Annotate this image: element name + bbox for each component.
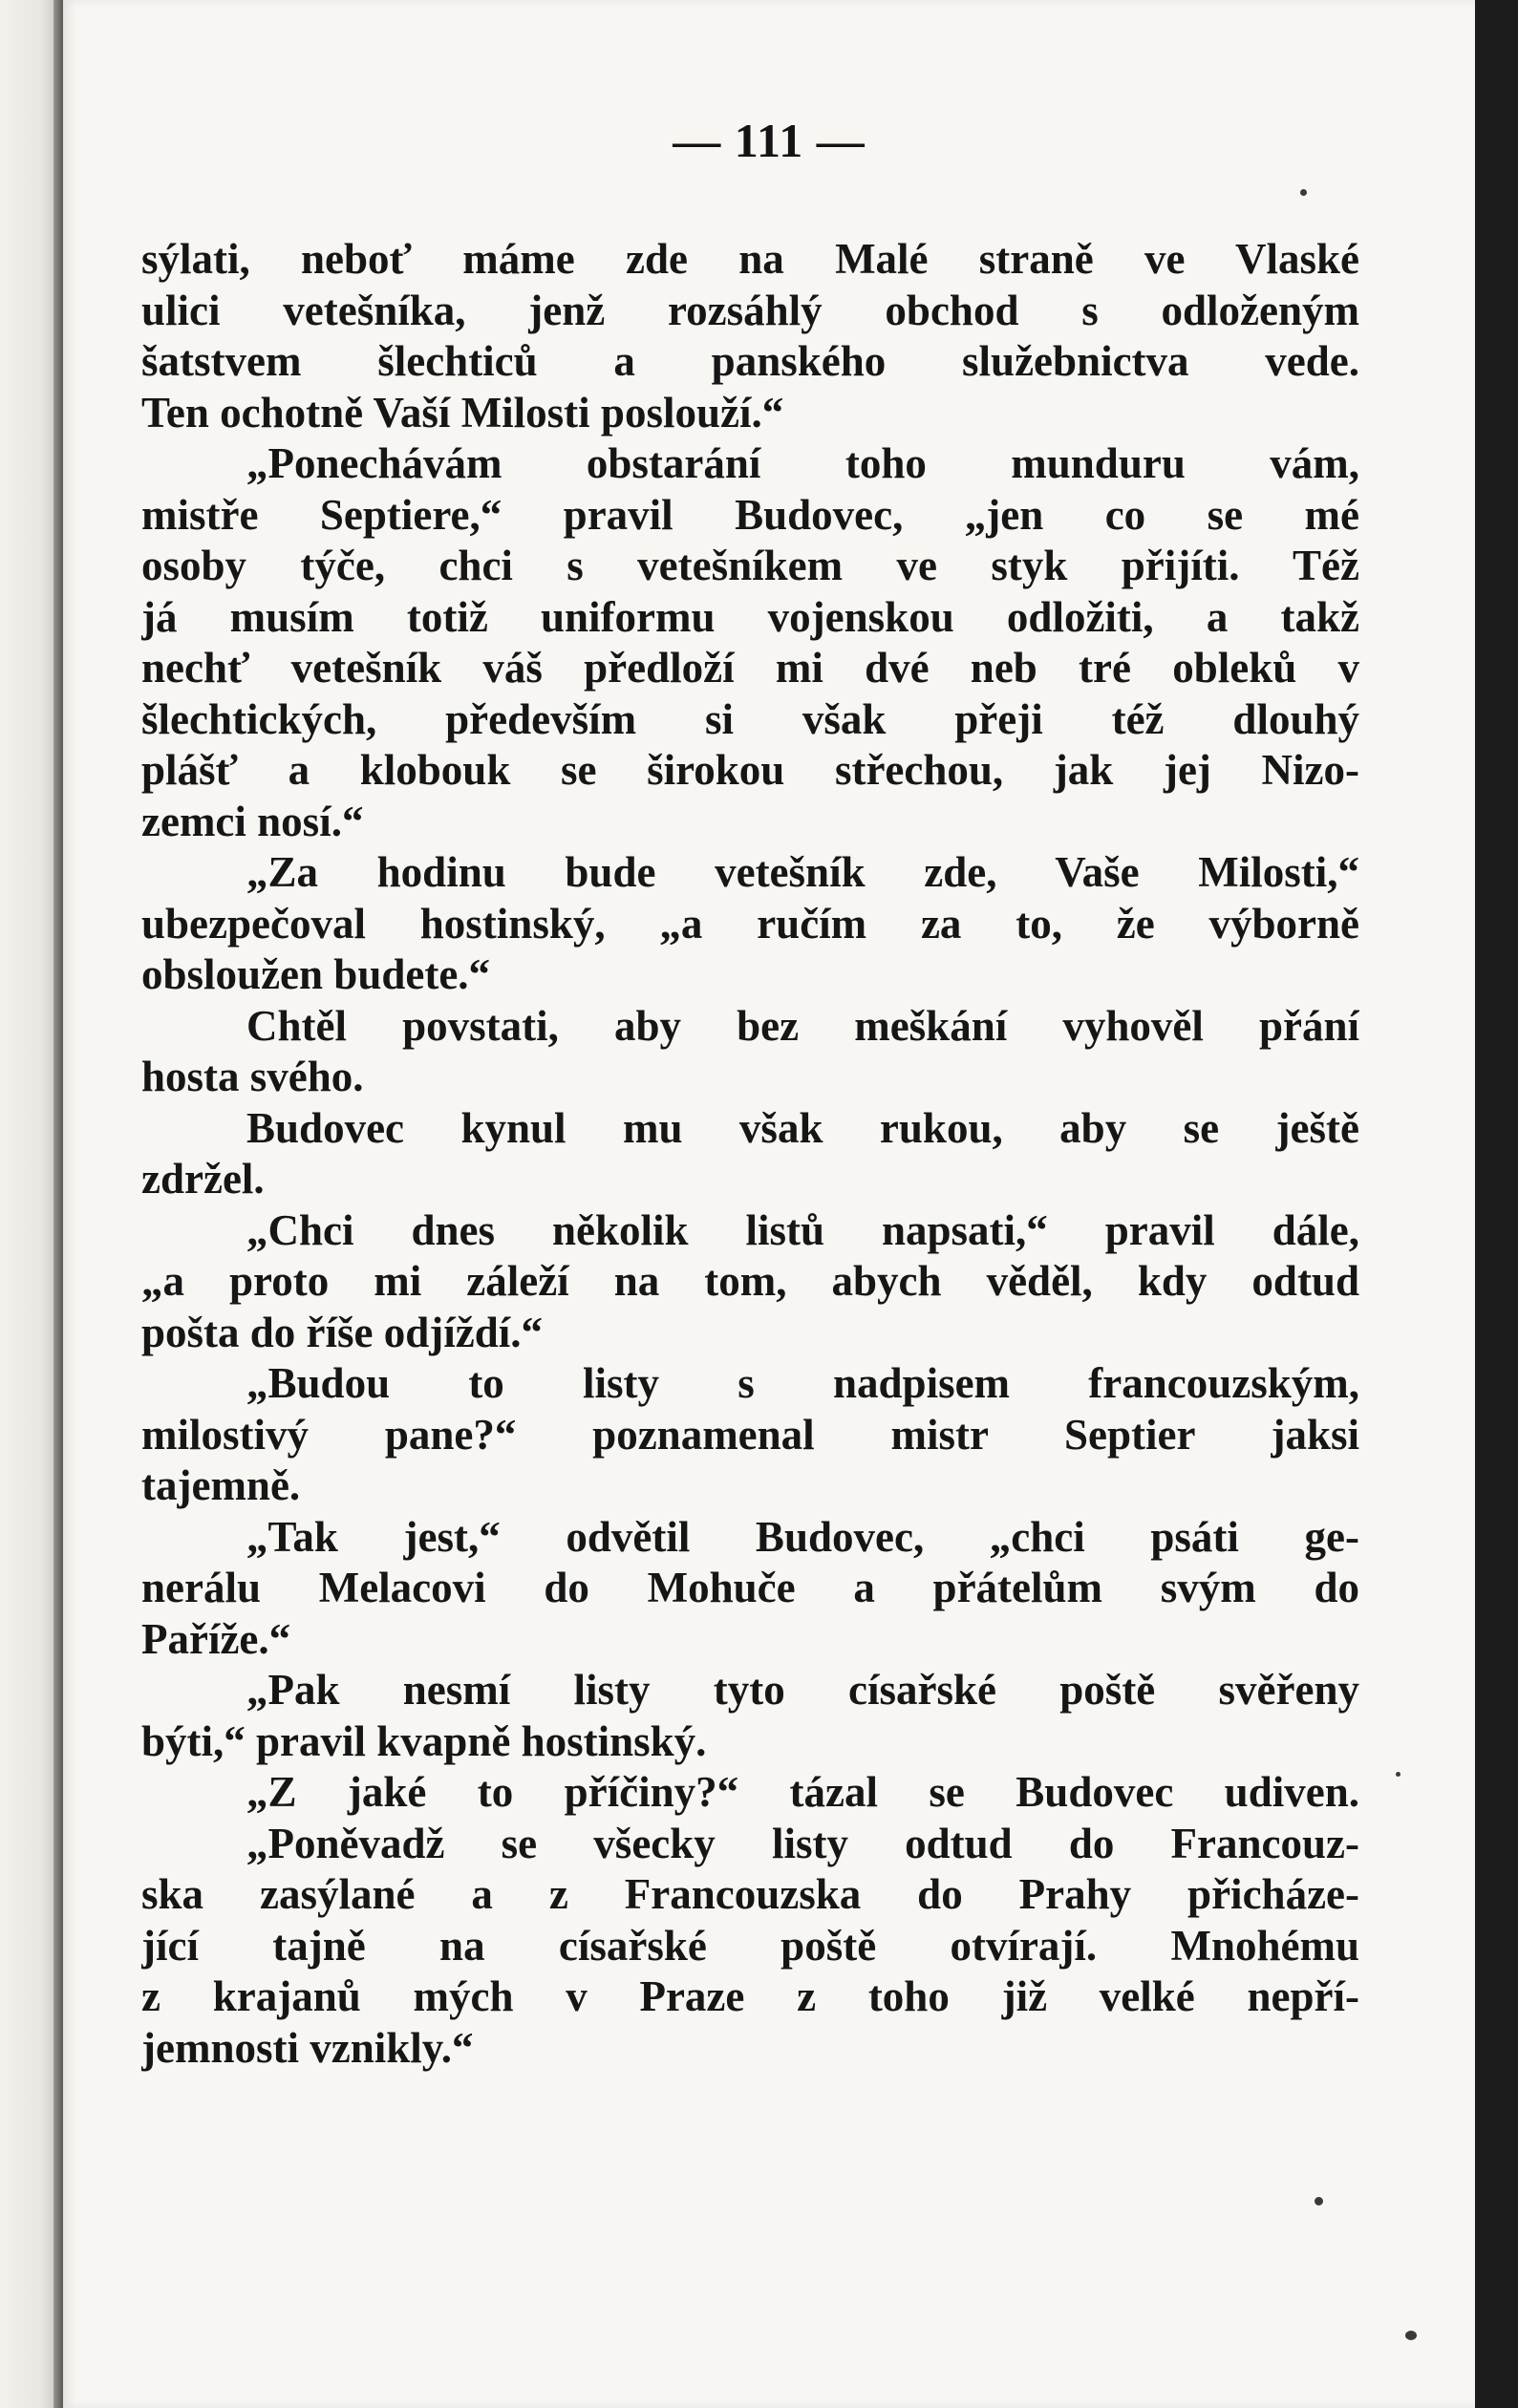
text-line: zemci nosí.“ [141, 797, 364, 845]
text-line: obsloužen budete.“ [141, 950, 491, 998]
text-line: „Budou to listy s nadpisem francouzským, [246, 1359, 1359, 1407]
text-line: ulici vetešníka, jenž rozsáhlý obchod s odloženým [141, 286, 1359, 334]
text-line: „Pak nesmí listy tyto císařské poště svěřeny [246, 1666, 1359, 1714]
text-line: „Tak jest,“ odvětil Budovec, „chci psáti ge- [246, 1512, 1359, 1561]
text-line: tajemně. [141, 1461, 301, 1509]
text-line: hosta svého. [141, 1053, 364, 1100]
text-line: sýlati, neboť máme zde na Malé straně ve Vlaské [141, 235, 1359, 283]
text-line: „a proto mi záleží na tom, abych věděl, kdy odtud [141, 1257, 1359, 1305]
text-line: býti,“ pravil kvapně hostinský. [141, 1716, 707, 1765]
text-line: Budovec kynul mu však rukou, aby se ještě [246, 1103, 1359, 1152]
text-line: jemnosti vznikly.“ [141, 2023, 474, 2072]
scan-border [1475, 0, 1518, 2408]
text-line: milostivý pane?“ poznamenal mistr Septier jaksi [141, 1410, 1359, 1459]
text-line: z krajanů mých v Praze z toho již velké nepří- [141, 1972, 1359, 2020]
text-line: „Z jaké to příčiny?“ tázal se Budovec udiven. [246, 1768, 1359, 1816]
text-line: zdržel. [141, 1155, 265, 1203]
text-line: ubezpečoval hostinský, „a ručím za to, že výborně [141, 899, 1359, 948]
text-line: nerálu Melacovi do Mohuče a přátelům svým do [141, 1564, 1359, 1611]
book-page [63, 0, 1475, 2408]
paper-speck [1300, 189, 1307, 196]
text-line: „Za hodinu bude vetešník zde, Vaše Milosti,“ [246, 848, 1359, 896]
book-gutter [53, 0, 63, 2408]
text-line: já musím totiž uniformu vojenskou odložiti, a takž [141, 592, 1359, 641]
text-line: jící tajně na císařské poště otvírají. Mnohému [141, 1921, 1359, 1970]
page-number: — 111 — [673, 114, 866, 167]
text-line: nechť vetešník váš předloží mi dvé neb tré obleků v [141, 644, 1359, 692]
text-line: „Poněvadž se všecky listy odtud do Francouz- [246, 1819, 1359, 1867]
text-line: šlechtických, především si však přeji též dlouhý [141, 694, 1359, 743]
text-line: pošta do říše odjíždí.“ [141, 1308, 544, 1356]
text-line: Paříže.“ [141, 1614, 291, 1663]
text-line: osoby týče, chci s vetešníkem ve styk přijíti. Též [141, 542, 1359, 589]
paper-speck [1405, 2331, 1417, 2340]
text-line: „Chci dnes několik listů napsati,“ pravil dále, [246, 1205, 1359, 1254]
text-line: ska zasýlané a z Francouzska do Prahy přicháze- [141, 1870, 1359, 1918]
body-text [141, 234, 1359, 2074]
facing-page-edge [0, 0, 57, 2408]
paper-speck [1396, 1772, 1400, 1777]
text-line: Chtěl povstati, aby bez meškání vyhověl přání [246, 1001, 1359, 1050]
text-line: plášť a klobouk se širokou střechou, jak jej Nizo- [141, 746, 1359, 794]
paper-speck [1315, 2197, 1323, 2206]
text-line: mistře Septiere,“ pravil Budovec, „jen co se mé [141, 490, 1359, 539]
text-line: „Ponechávám obstarání toho munduru vám, [246, 439, 1359, 487]
text-line: šatstvem šlechticů a panského služebnictva vede. [141, 337, 1359, 385]
text-line: Ten ochotně Vaší Milosti poslouží.“ [141, 388, 784, 437]
